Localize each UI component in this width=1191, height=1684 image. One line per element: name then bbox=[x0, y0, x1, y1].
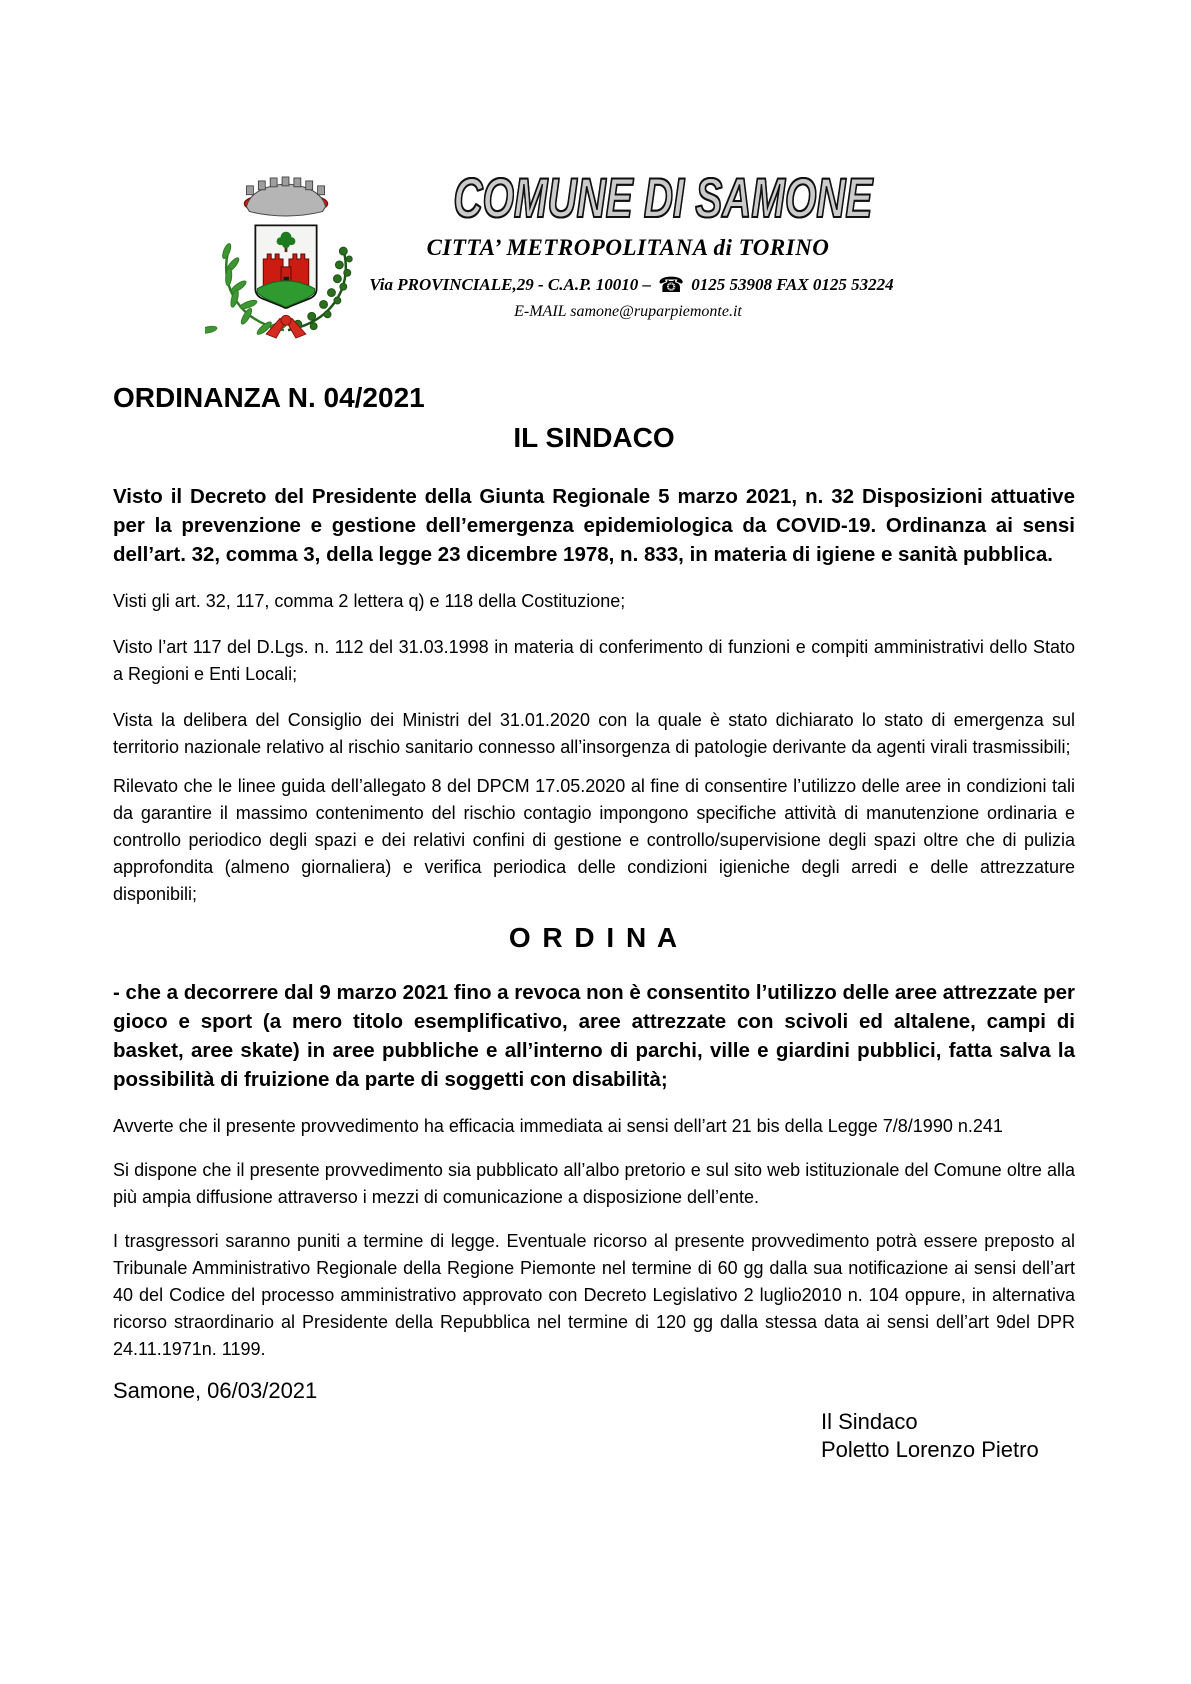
authority-heading: IL SINDACO bbox=[513, 422, 675, 453]
municipality-title bbox=[372, 168, 884, 228]
disposition-paragraph: - che a decorrere dal 9 marzo 2021 fino a revoca non è consentito l’utilizzo delle aree attrezzate per gioco e sport (a mero titolo esemplificativo, aree attrezzate con scivoli ed altalene, campi di basket, aree skate) in aree pubbliche e all’interno di parchi, ville e giardini pubblici, fatta salva la possibilità di fruizione da parte di soggetti con disabilità; bbox=[113, 981, 1075, 1091]
shield bbox=[255, 225, 316, 308]
phone-icon: ☎ bbox=[658, 272, 685, 297]
metropolitan-city-subtitle: CITTA’ METROPOLITANA di TORINO bbox=[426, 235, 830, 260]
signature-role: Il Sindaco bbox=[821, 1409, 918, 1434]
place-date: Samone, 06/03/2021 bbox=[113, 1378, 318, 1403]
premise-paragraph: Vista la delibera del Consiglio dei Ministri del 31.01.2020 con la quale è stato dichiarato lo stato di emergenza sul territorio nazionale relativo al rischio sanitario connesso all’insorgenza di patologie derivante da agenti virali trasmissibili; bbox=[113, 710, 1075, 757]
document-body bbox=[113, 382, 1075, 1464]
email-line: E-MAIL samone@ruparpiemonte.it bbox=[514, 303, 742, 320]
coat-of-arms bbox=[205, 174, 367, 342]
premise-paragraph: Visti gli art. 32, 117, comma 2 lettera q) e 118 della Costituzione; bbox=[113, 591, 626, 611]
phone-text: 0125 53908 FAX 0125 53224 bbox=[691, 275, 894, 294]
premise-paragraph: Rilevato che le linee guida dell’allegato 8 del DPCM 17.05.2020 al fine di consentire l’utilizzo delle aree in condizioni tali da garantire il massimo contenimento del rischio contagio impongono specifiche attività di manutenzione ordinaria e controllo periodico degli spazi e dei relativi confini di gestione e controllo/supervisione degli spazi oltre che di pulizia approfondita (almeno giornaliera) e verifica periodica delle condizioni igieniche degli arredi e delle attrezzature disponibili; bbox=[113, 776, 1075, 904]
premise-paragraph: Visto l’art 117 del D.Lgs. n. 112 del 31.03.1998 in materia di conferimento di funzioni e compiti amministrativi dello Stato a Regioni e Enti Locali; bbox=[113, 637, 1075, 684]
ordinance-number-heading: ORDINANZA N. 04/2021 bbox=[113, 382, 425, 413]
disposition-paragraph: Si dispone che il presente provvedimento sia pubblicato all’albo pretorio e sul sito web istituzionale del Comune oltre alla più ampia diffusione attraverso i mezzi di comunicazione a disposizione dell’ente. bbox=[113, 1160, 1075, 1207]
signature-name: Poletto Lorenzo Pietro bbox=[821, 1437, 1039, 1462]
municipality-title-text: COMUNE DI SAMONE bbox=[453, 166, 873, 229]
signature-block bbox=[821, 1408, 1075, 1464]
disposition-paragraph: Avverte che il presente provvedimento ha efficacia immediata ai sensi dell’art 21 bis della Legge 7/8/1990 n.241 bbox=[113, 1116, 1003, 1136]
contact-line bbox=[369, 272, 894, 297]
premise-paragraph: Visto il Decreto del Presidente della Giunta Regionale 5 marzo 2021, n. 32 Disposizioni attuative per la prevenzione e gestione dell’emergenza epidemiologica da COVID-19. Ordinanza ai sensi dell’art. 32, comma 3, della legge 23 dicembre 1978, n. 833, in materia di igiene e sanità pubblica. bbox=[113, 485, 1075, 566]
disposition-paragraph: I trasgressori saranno puniti a termine di legge. Eventuale ricorso al presente provvedimento potrà essere preposto al Tribunale Amministrativo Regionale della Regione Piemonte nel termine di 60 gg dalla sua notificazione ai sensi dell’art 40 del Codice del processo amministrativo approvato con Decreto Legislativo 2 luglio2010 n. 104 oppure, in alternativa ricorso straordinario al Presidente della Repubblica nel termine di 120 gg dalla stessa data ai sensi dell’art 9del DPR 24.11.1971n. 1199. bbox=[113, 1231, 1075, 1359]
letterhead bbox=[369, 166, 894, 321]
order-heading: O R D I N A bbox=[508, 922, 680, 953]
mural-crown bbox=[244, 177, 327, 216]
address-text: Via PROVINCIALE,29 - C.A.P. 10010 – bbox=[369, 275, 652, 294]
coat-of-arms-graphic bbox=[205, 174, 367, 342]
